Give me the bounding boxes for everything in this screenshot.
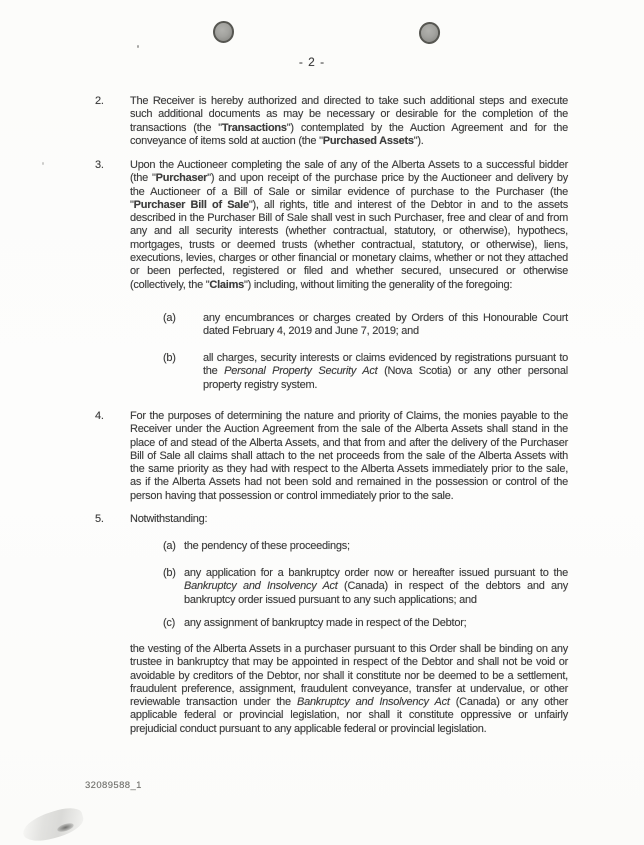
clause-label: (b): [163, 352, 176, 364]
paragraph-text: Notwithstanding:: [130, 513, 208, 525]
paragraph-number: 3.: [95, 159, 104, 171]
page-number: - 2 -: [298, 55, 326, 69]
paragraph-number: 5.: [95, 513, 104, 525]
clause-5b: [163, 567, 568, 607]
paragraph-text: all charges, security interests or claims evidenced by registrations pursuant to the Personal Property Security Act (Nova Scotia) or any other personal property registry system.: [203, 352, 568, 391]
pencil-smudge-bottom-left: [20, 804, 87, 845]
clause-5a: [163, 540, 568, 553]
clause-label: (a): [163, 312, 176, 324]
scan-speck-marks: [137, 45, 139, 48]
clause-label: (b): [163, 567, 176, 579]
clause-label: (c): [163, 617, 176, 629]
paragraph-text: any encumbrances or charges created by Orders of this Honourable Court dated February 4, 2019 and June 7, 2019; and: [203, 312, 568, 338]
clause-3a: [163, 312, 568, 339]
paragraph-text: the vesting of the Alberta Assets in a purchaser pursuant to this Order shall be binding on any trustee in bankruptcy that may be appointed in respect of the Debtor and shall not be void or avoidable by creditors of the Debtor, nor shall it constitute nor be deemed to be a settlement, fraudulent preference, assignment, fraudulent conveyance, transfer at undervalue, or other reviewable transaction under the Bankruptcy and Insolvency Act (Canada) or any other applicable federal or provincial legislation, nor shall it constitute oppressive or unfairly prejudicial conduct pursuant to any applicable federal or provincial legislation.: [130, 643, 568, 735]
paragraph-text: any application for a bankruptcy order now or hereafter issued pursuant to the Bankruptcy and Insolvency Act (Canada) in respect of the debtors and any bankruptcy order issued pursuant to any such applications; and: [184, 567, 568, 606]
paragraph-text: any assignment of bankruptcy made in respect of the Debtor;: [184, 617, 467, 629]
clause-5c: [163, 617, 568, 630]
paragraph-5-continuation: [130, 643, 568, 736]
paragraph-4: [95, 410, 568, 503]
paragraph-text: Upon the Auctioneer completing the sale of any of the Alberta Assets to a successful bidder (the "Purchaser") and upon receipt of the purchase price by the Auctioneer and delivery by the Auctioneer of a Bill of Sale or similar evidence of purchase to the Purchaser (the "Purchaser Bill of Sale"), all rights, title and interest of the Debtor in and to the assets described in the Purchaser Bill of Sale shall vest in such Purchaser, free and clear of and from any and all security interests (whether contractual, statutory, or otherwise), hypothecs, mortgages, trusts or deemed trusts (whether contractual, statutory, or otherwise), liens, executions, levies, charges or other financial or monetary claims, whether or not they attached or been perfected, registered or filed and whether secured, unsecured or otherwise (collectively, the "Claims") including, without limiting the generality of the foregoing:: [130, 159, 568, 291]
paragraph-text: For the purposes of determining the nature and priority of Claims, the monies payable to the Receiver under the Auction Agreement from the sale of the Alberta Assets shall stand in the place of and stead of the Alberta Assets, and that from and after the delivery of the Purchaser Bill of Sale all claims shall attach to the net proceeds from the sale of the Alberta Assets with the same priority as they had with respect to the Alberta Assets immediately prior to the sale, as if the Alberta Assets had not been sold and remained in the possession or control of the person having that possession or control immediately prior to the sale.: [130, 410, 568, 502]
paragraph-number: 4.: [95, 410, 104, 422]
paragraph-text: The Receiver is hereby authorized and directed to take such additional steps and execute such additional documents as may be necessary or desirable for the completion of the transactions (the "Transactions") contemplated by the Auction Agreement and for the conveyance of items sold at auction (the "Purchased Assets").: [130, 95, 568, 147]
clause-label: (a): [163, 540, 176, 552]
paragraph-2: [95, 95, 568, 148]
punch-hole-left: [213, 21, 234, 43]
footer-document-id: 32089588_1: [85, 780, 142, 791]
punch-hole-right: [418, 21, 442, 46]
paragraph-5: [95, 513, 568, 526]
paragraph-3: [95, 159, 568, 292]
paragraph-number: 2.: [95, 95, 104, 107]
clause-3b: [163, 352, 568, 392]
paragraph-text: the pendency of these proceedings;: [184, 540, 350, 552]
